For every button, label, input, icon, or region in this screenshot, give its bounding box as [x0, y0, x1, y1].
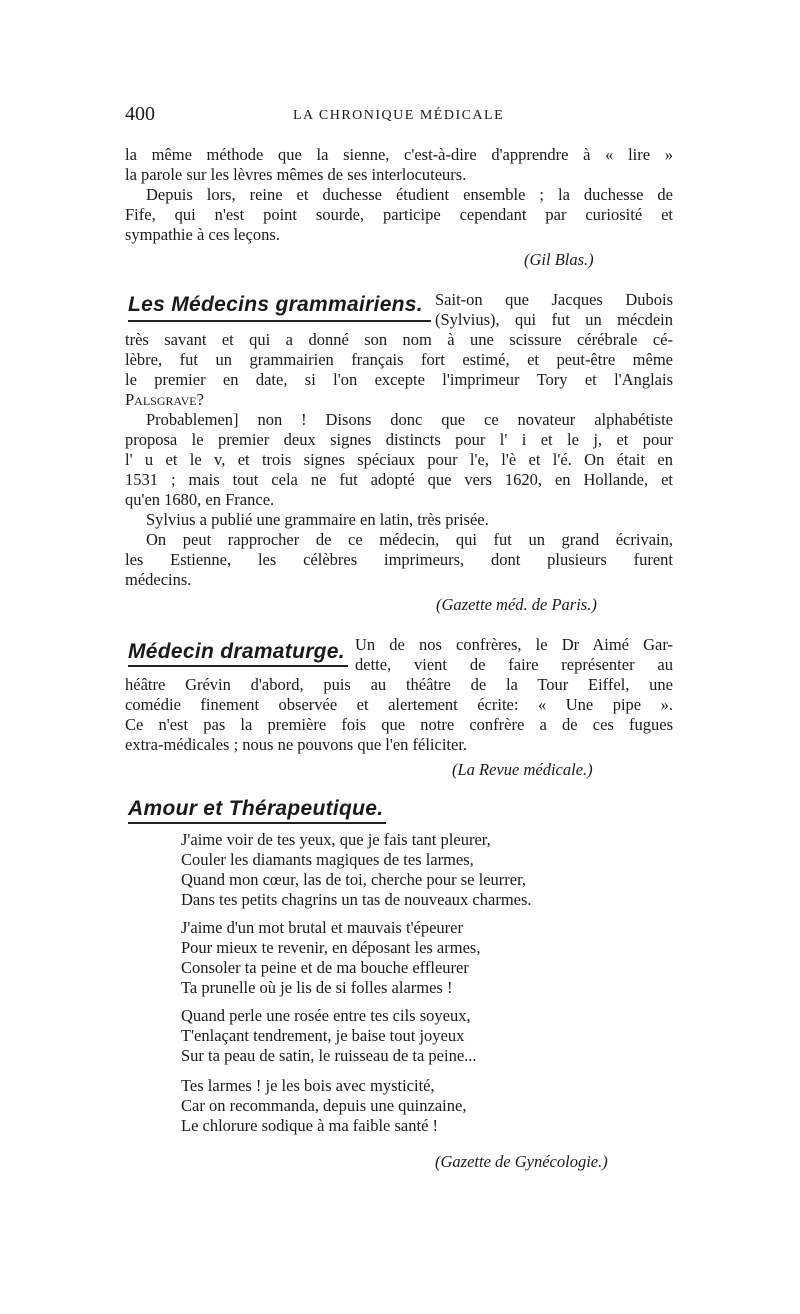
source-citation: (Gazette de Gynécologie.): [435, 1152, 608, 1171]
section-heading: Les Médecins grammairiens.: [128, 293, 423, 316]
text-line: comédie finement observée et alertement écrite: « Une pipe ».: [125, 695, 673, 714]
source-citation: (Gil Blas.): [524, 250, 594, 269]
text-line: extra-médicales ; nous ne pouvons que l'en féliciter.: [125, 735, 468, 754]
heading-underline: [128, 320, 431, 322]
source-citation: (La Revue médicale.): [452, 760, 593, 779]
text-line: Depuis lors, reine et duchesse étudient ensemble ; la duchesse de: [146, 185, 673, 204]
text-line: sympathie à ces leçons.: [125, 225, 280, 244]
text-line: (Sylvius), qui fut un mécdein: [435, 310, 673, 329]
verse-line: Consoler ta peine et de ma bouche effleurer: [181, 958, 469, 977]
running-title: LA CHRONIQUE MÉDICALE: [293, 108, 505, 123]
verse-line: Car on recommanda, depuis une quinzaine,: [181, 1096, 467, 1115]
verse-line: Sur ta peau de satin, le ruisseau de ta peine...: [181, 1046, 477, 1065]
text-line: la parole sur les lèvres mêmes de ses interlocuteurs.: [125, 165, 467, 184]
text-line: le premier en date, si l'on excepte l'imprimeur Tory et l'Anglais: [125, 370, 673, 389]
text-line: Fife, qui n'est point sourde, participe cependant par curiosité et: [125, 205, 673, 224]
section-heading: Amour et Thérapeutique.: [128, 797, 384, 820]
verse-line: Couler les diamants magiques de tes larmes,: [181, 850, 474, 869]
section-heading: Médecin dramaturge.: [128, 640, 345, 663]
text-line: lèbre, fut un grammairien français fort estimé, et peut-être même: [125, 350, 673, 369]
verse-line: Dans tes petits chagrins un tas de nouveaux charmes.: [181, 890, 532, 909]
text-line: Un de nos confrères, le Dr Aimé Gar-: [355, 635, 673, 654]
source-citation: (Gazette méd. de Paris.): [436, 595, 597, 614]
text-line: médecins.: [125, 570, 192, 589]
text-line: très savant et qui a donné son nom à une scissure cérébrale cé-: [125, 330, 673, 349]
text-line: dette, vient de faire représenter au: [355, 655, 673, 674]
text-line: qu'en 1680, en France.: [125, 490, 275, 509]
text-line: l' u et le v, et trois signes spéciaux pour l'e, l'è et l'é. On était en: [125, 450, 673, 469]
text-line: Ce n'est pas la première fois que notre confrère a de ces fugues: [125, 715, 673, 734]
text-line: Sylvius a publié une grammaire en latin, très prisée.: [146, 510, 489, 529]
verse-line: T'enlaçant tendrement, je baise tout joyeux: [181, 1026, 465, 1045]
text-line: Palsgrave?: [125, 390, 204, 409]
verse-line: J'aime voir de tes yeux, que je fais tant pleurer,: [181, 830, 491, 849]
text-line: proposa le premier deux signes distincts pour l' i et le j, et pour: [125, 430, 673, 449]
text-line: héâtre Grévin d'abord, puis au théâtre de la Tour Eiffel, une: [125, 675, 673, 694]
text-line: la même méthode que la sienne, c'est-à-dire d'apprendre à « lire »: [125, 145, 673, 164]
verse-line: Le chlorure sodique à ma faible santé !: [181, 1116, 439, 1135]
verse-line: Tes larmes ! je les bois avec mysticité,: [181, 1076, 435, 1095]
page-header: [125, 103, 673, 129]
verse-line: Ta prunelle où je lis de si folles alarmes !: [181, 978, 453, 997]
verse-line: Quand perle une rosée entre tes cils soyeux,: [181, 1006, 471, 1025]
heading-underline: [128, 822, 386, 824]
verse-line: J'aime d'un mot brutal et mauvais t'épeurer: [181, 918, 463, 937]
text-line: les Estienne, les célèbres imprimeurs, dont plusieurs furent: [125, 550, 673, 569]
heading-underline: [128, 665, 348, 667]
page-number: 400: [125, 103, 155, 125]
text-line: 1531 ; mais tout cela ne fut adopté que vers 1620, en Hollande, et: [125, 470, 673, 489]
verse-line: Pour mieux te revenir, en déposant les armes,: [181, 938, 481, 957]
verse-line: Quand mon cœur, las de toi, cherche pour se leurrer,: [181, 870, 527, 889]
text-line: Probablemen] non ! Disons donc que ce novateur alphabétiste: [146, 410, 673, 429]
text-line: Sait-on que Jacques Dubois: [435, 290, 673, 309]
text-line: On peut rapprocher de ce médecin, qui fut un grand écrivain,: [146, 530, 673, 549]
